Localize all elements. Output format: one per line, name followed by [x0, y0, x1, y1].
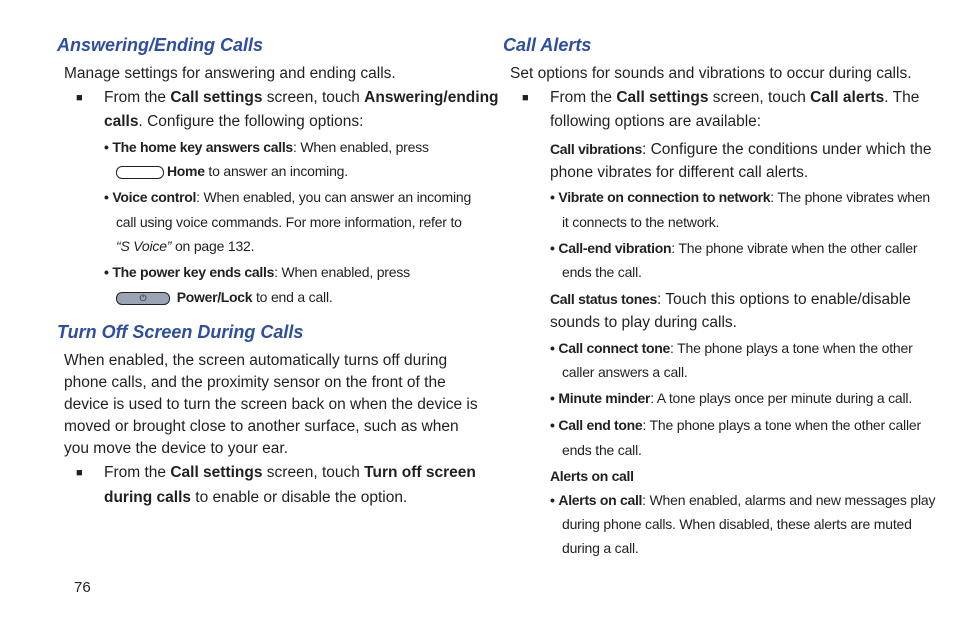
call-status-tones-line2: sounds to play during calls. [550, 314, 737, 331]
option-call-end-tone-line2: ends the call. [562, 442, 642, 458]
option-voice-control-line2: call using voice commands. For more information, refer to [116, 214, 462, 230]
call-alerts-intro: Set options for sounds and vibrations to occur during calls. [510, 65, 912, 82]
option-home-key-line2: Home to answer an incoming. [116, 159, 348, 183]
option-call-end-vibration-line2: ends the call. [562, 264, 642, 280]
option-call-end-vibration: • Call-end vibration: The phone vibrate when the other caller [550, 240, 918, 256]
turnoff-para-line5: you move the device to your ear. [64, 440, 289, 457]
option-call-connect-tone-line2: caller answers a call. [562, 364, 688, 380]
s-voice-reference: “S Voice” [116, 238, 172, 254]
option-voice-control: • Voice control: When enabled, you can answer an incoming [104, 189, 472, 205]
bullet-square-icon: ■ [76, 92, 83, 104]
answering-step-line1: From the Call settings screen, touch Answering/ending [104, 89, 499, 106]
option-alerts-on-call-line2: during phone calls. When disabled, these alerts are muted [562, 516, 912, 532]
call-status-tones-line1: Call status tones: Touch this options to enable/disable [550, 291, 911, 308]
turnoff-para-line2: phone calls, and the proximity sensor on the front of the [64, 374, 446, 391]
bullet-square-icon: ■ [76, 467, 83, 479]
section-title-call-alerts: Call Alerts [503, 35, 592, 55]
option-call-end-tone: • Call end tone: The phone plays a tone when the other caller [550, 417, 921, 433]
call-alerts-step-line2: following options are available: [550, 113, 762, 130]
answering-intro: Manage settings for answering and ending calls. [64, 65, 396, 82]
answering-step-line2: calls. Configure the following options: [104, 113, 364, 130]
page-number: 76 [74, 579, 91, 596]
option-alerts-on-call: • Alerts on call: When enabled, alarms and new messages play [550, 492, 936, 508]
turnoff-para-line1: When enabled, the screen automatically turns off during [64, 352, 448, 369]
turnoff-para-line4: moved or brought close to another surface, such as when [64, 418, 459, 435]
option-minute-minder: • Minute minder: A tone plays once per minute during a call. [550, 390, 913, 406]
section-title-turn-off-screen: Turn Off Screen During Calls [57, 322, 304, 342]
option-call-connect-tone: • Call connect tone: The phone plays a tone when the other [550, 340, 913, 356]
call-alerts-step-line1: From the Call settings screen, touch Call alerts. The [550, 89, 920, 106]
option-vibrate-on-connection: • Vibrate on connection to network: The phone vibrates when [550, 189, 930, 205]
power-key-icon: ⏻ [116, 292, 170, 305]
option-power-key-ends: • The power key ends calls: When enabled, press [104, 264, 410, 280]
option-voice-control-line3: “S Voice” on page 132. [116, 238, 255, 254]
bullet-square-icon: ■ [522, 92, 529, 104]
option-power-key-line2: ⏻ Power/Lock to end a call. [116, 285, 333, 309]
section-title-answering: Answering/Ending Calls [57, 35, 264, 55]
option-home-key-answers: • The home key answers calls: When enabled, press [104, 139, 429, 155]
home-key-icon [116, 166, 164, 179]
option-alerts-on-call-line3: during a call. [562, 540, 639, 556]
turnoff-step-line2: during calls to enable or disable the option. [104, 489, 408, 506]
option-vibrate-on-connection-line2: it connects to the network. [562, 214, 720, 230]
call-vibrations-line1: Call vibrations: Configure the conditions under which the [550, 141, 932, 158]
alerts-on-call-heading: Alerts on call [550, 468, 634, 484]
call-vibrations-line2: phone vibrates for different call alerts. [550, 164, 809, 181]
turnoff-para-line3: device is used to turn the screen back on when the device is [64, 396, 478, 413]
turnoff-step-line1: From the Call settings screen, touch Turn off screen [104, 464, 476, 481]
